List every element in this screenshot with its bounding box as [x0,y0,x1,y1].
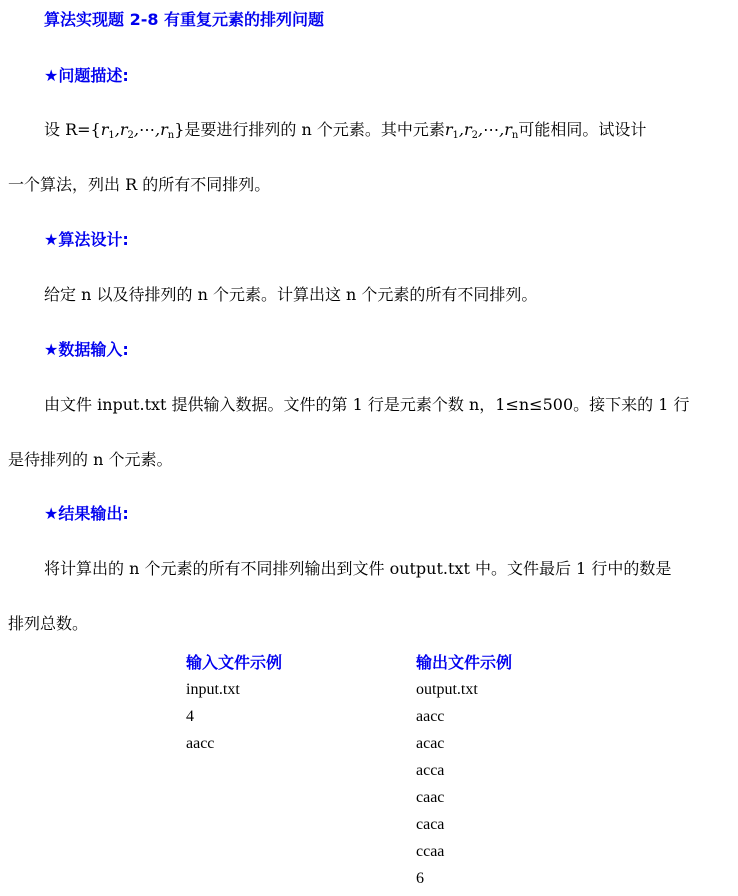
result-output-line1: 将计算出的 n 个元素的所有不同排列输出到文件 output.txt 中。文件最后 1 行中的数是 [44,559,672,578]
data-input-line1: 由文件 input.txt 提供输入数据。文件的第 1 行是元素个数 n，1≤n≤500。接下来的 1 行 [44,395,690,414]
set-definition-suffix: 可能相同。试设计 [518,120,647,139]
set-elements-math-1: $r_1,r_2,\cdots,r_n$ [100,120,175,141]
output-example-line: 6 [416,870,424,887]
algorithm-design-text: 给定 n 以及待排列的 n 个元素。计算出这 n 个元素的所有不同排列。 [44,285,538,304]
problem-description-line2: 一个算法，列出 R 的所有不同排列。 [8,175,271,194]
input-example-line: aacc [186,735,215,752]
output-example-line: acca [416,762,445,779]
problem-description-line1 [44,118,646,148]
input-example-line: input.txt [186,681,240,698]
output-example-line: acac [416,735,445,752]
set-definition-middle: }是要进行排列的 n 个元素。其中元素 [174,120,445,139]
data-input-line2: 是待排列的 n 个元素。 [8,450,173,469]
set-definition-prefix: 设 R={ [44,120,101,139]
set-elements-math-2: $r_1,r_2,\cdots,r_n$ [444,120,519,141]
problem-description-heading: ★问题描述: [44,66,129,85]
output-example-heading: 输出文件示例 [416,653,513,672]
page-title: 算法实现题 2-8 有重复元素的排列问题 [44,10,325,29]
output-example-line: output.txt [416,681,478,698]
input-example-heading: 输入文件示例 [186,653,283,672]
output-example-line: caac [416,789,445,806]
result-output-heading: ★结果输出: [44,504,129,523]
output-example-line: aacc [416,708,445,725]
input-example-line: 4 [186,708,194,725]
output-example [416,651,512,891]
algorithm-design-heading: ★算法设计: [44,230,129,249]
data-input-heading: ★数据输入: [44,340,129,359]
result-output-line2: 排列总数。 [8,614,89,633]
output-example-line: ccaa [416,843,445,860]
output-example-line: caca [416,816,445,833]
input-example [186,651,282,756]
